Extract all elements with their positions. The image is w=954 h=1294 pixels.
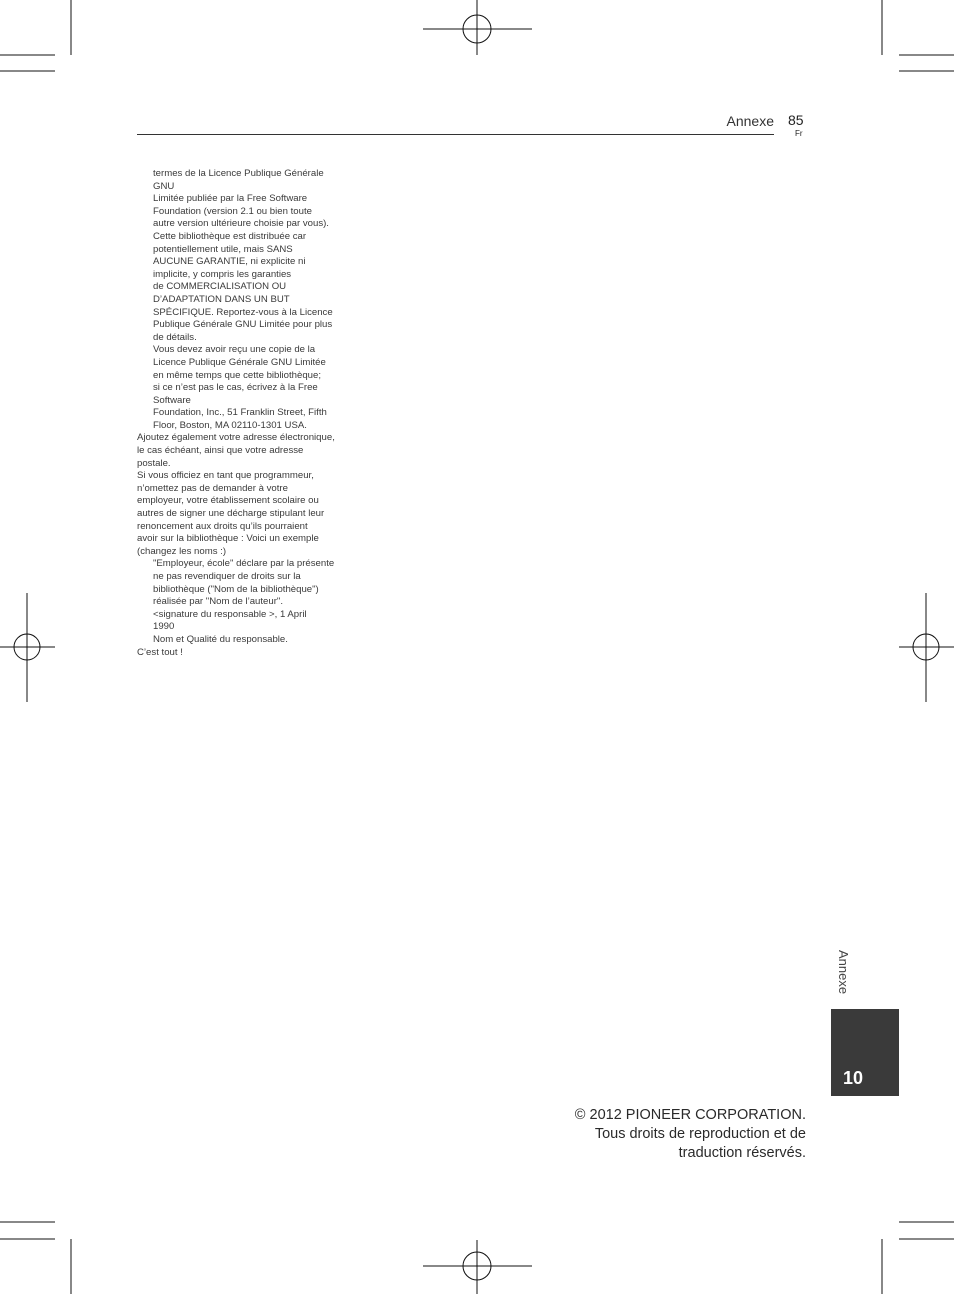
text-line: C’est tout !	[137, 646, 183, 658]
text-line: "Employeur, école" déclare par la présente	[153, 558, 335, 570]
license-text-column	[137, 168, 355, 659]
text-line: en même temps que cette bibliothèque;	[153, 369, 321, 381]
registration-mark-left	[0, 593, 55, 702]
text-line: GNU	[153, 180, 175, 192]
text-line: si ce n’est pas le cas, écrivez à la Free	[153, 382, 318, 394]
text-line: autre version ultérieure choisie par vous).	[153, 218, 329, 230]
text-line: de détails.	[153, 331, 197, 343]
text-line: avoir sur la bibliothèque : Voici un exemple	[137, 533, 319, 545]
registration-mark-top	[423, 0, 532, 55]
text-line: Nom et Qualité du responsable.	[153, 633, 288, 645]
text-line: Software	[153, 394, 191, 406]
text-line: Publique Générale GNU Limitée pour plus	[153, 319, 333, 331]
text-line: Cette bibliothèque est distribuée car	[153, 230, 307, 242]
copyright-line: traduction réservés.	[678, 1145, 806, 1161]
text-line: Floor, Boston, MA 02110-1301 USA.	[153, 419, 307, 431]
text-line: potentiellement utile, mais SANS	[153, 243, 293, 255]
copyright-line: © 2012 PIONEER CORPORATION.	[574, 1107, 806, 1123]
text-line: Foundation, Inc., 51 Franklin Street, Fifth	[153, 407, 327, 419]
side-section-label	[831, 950, 871, 1006]
text-line: réalisée par "Nom de l’auteur".	[153, 596, 283, 608]
copyright-notice	[520, 1106, 806, 1163]
side-section-label-text: Annexe	[836, 950, 851, 995]
text-line: n’omettez pas de demander à votre	[137, 482, 288, 494]
text-line: ne pas revendiquer de droits sur la	[153, 571, 301, 582]
text-line: le cas échéant, ainsi que votre adresse	[137, 445, 304, 457]
registration-mark-bottom	[423, 1240, 532, 1294]
text-line: implicite, y compris les garanties	[153, 268, 292, 280]
text-line: Si vous officiez en tant que programmeur,	[137, 470, 314, 482]
text-line: 1990	[153, 621, 175, 633]
text-line: postale.	[137, 457, 171, 469]
copyright-line: Tous droits de reproduction et de	[594, 1126, 806, 1142]
page-number: 85	[788, 112, 804, 128]
chapter-number: 10	[843, 1068, 864, 1088]
text-line: renoncement aux droits qu’ils pourraient	[137, 520, 308, 532]
text-line: employeur, votre établissement scolaire ou	[137, 495, 319, 507]
registration-mark-right	[899, 593, 954, 702]
text-line: Ajoutez également votre adresse électronique,	[137, 432, 335, 444]
text-line: termes de la Licence Publique Générale	[153, 168, 324, 179]
header-section-title: Annexe	[726, 113, 774, 129]
text-line: autres de signer une décharge stipulant leur	[137, 508, 325, 520]
page-language: Fr	[795, 129, 803, 138]
text-line: bibliothèque ("Nom de la bibliothèque")	[153, 583, 319, 595]
text-line: de COMMERCIALISATION OU	[153, 281, 287, 293]
text-line: <signature du responsable >, 1 April	[153, 608, 307, 620]
text-line: SPÉCIFIQUE. Reportez-vous à la Licence	[153, 306, 333, 318]
text-line: (changez les noms :)	[137, 545, 227, 557]
text-line: D’ADAPTATION DANS UN BUT	[153, 293, 290, 305]
text-line: Vous devez avoir reçu une copie de la	[153, 344, 316, 356]
text-line: Limitée publiée par la Free Software	[153, 193, 308, 205]
text-line: Licence Publique Générale GNU Limitée	[153, 356, 326, 368]
chapter-tab	[831, 1009, 899, 1096]
text-line: Foundation (version 2.1 ou bien toute	[153, 205, 312, 217]
text-line: AUCUNE GARANTIE, ni explicite ni	[153, 256, 306, 268]
header-rule	[137, 134, 774, 135]
